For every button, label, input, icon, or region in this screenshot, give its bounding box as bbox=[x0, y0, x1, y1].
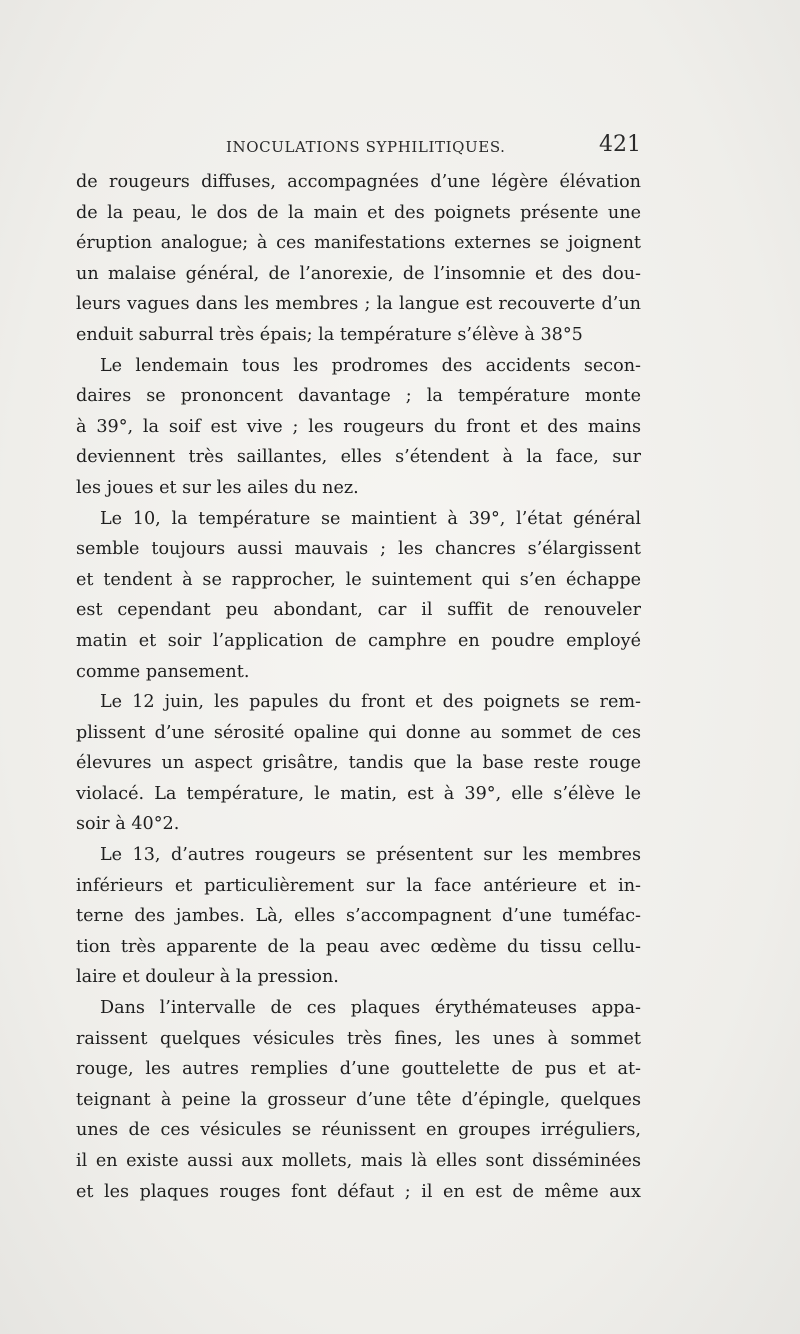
text-line: leurs vagues dans les membres ; la langue est recouverte d’un bbox=[76, 294, 641, 315]
text-line: comme pansement. bbox=[76, 661, 250, 682]
page-header bbox=[76, 132, 641, 158]
paragraph-start-line: Dans l’intervalle de ces plaques érythémateuses appa- bbox=[100, 998, 641, 1019]
paragraph-start-line: Le 12 juin, les papules du front et des poignets se rem- bbox=[100, 692, 641, 713]
text-line: semble toujours aussi mauvais ; les chancres s’élargissent bbox=[76, 539, 641, 560]
paragraph-start-line: Le 13, d’autres rougeurs se présentent sur les membres bbox=[100, 845, 641, 866]
text-line: inférieurs et particulièrement sur la face antérieure et in- bbox=[76, 875, 641, 896]
text-line: laire et douleur à la pression. bbox=[76, 967, 339, 988]
paragraph-start-line: Le 10, la température se maintient à 39°, l’état général bbox=[100, 508, 641, 529]
text-line: raissent quelques vésicules très fines, les unes à sommet bbox=[76, 1028, 641, 1049]
text-line: est cependant peu abondant, car il suffit de renouveler bbox=[76, 600, 641, 621]
text-line: rouge, les autres remplies d’une gouttelette de pus et at- bbox=[76, 1059, 641, 1080]
running-title: INOCULATIONS SYPHILITIQUES. bbox=[226, 138, 506, 156]
page-number: 421 bbox=[599, 132, 641, 157]
text-line: teignant à peine la grosseur d’une tête d’épingle, quelques bbox=[76, 1089, 641, 1110]
text-line: il en existe aussi aux mollets, mais là elles sont disséminées bbox=[76, 1151, 641, 1171]
text-line: à 39°, la soif est vive ; les rougeurs du front et des mains bbox=[76, 416, 641, 437]
text-line: tion très apparente de la peau avec œdème du tissu cellu- bbox=[76, 936, 641, 957]
text-line: de la peau, le dos de la main et des poignets présente une bbox=[76, 202, 641, 223]
text-line: éruption analogue; à ces manifestations externes se joignent bbox=[76, 233, 641, 254]
text-line: violacé. La température, le matin, est à 39°, elle s’élève le bbox=[76, 783, 641, 804]
text-line: plissent d’une sérosité opaline qui donne au sommet de ces bbox=[76, 722, 641, 743]
text-line: et tendent à se rapprocher, le suintement qui s’en échappe bbox=[76, 569, 641, 590]
text-line: terne des jambes. Là, elles s’accompagnent d’une tuméfac- bbox=[76, 906, 641, 927]
text-line: soir à 40°2. bbox=[76, 814, 180, 835]
text-line: de rougeurs diffuses, accompagnées d’une légère élévation bbox=[76, 172, 641, 192]
text-line: les joues et sur les ailes du nez. bbox=[76, 477, 359, 498]
text-line: daires se prononcent davantage ; la température monte bbox=[76, 386, 641, 407]
text-line: matin et soir l’application de camphre en poudre employé bbox=[76, 630, 641, 651]
text-line: élevures un aspect grisâtre, tandis que la base reste rouge bbox=[76, 753, 641, 774]
paragraph-start-line: Le lendemain tous les prodromes des accidents secon- bbox=[100, 355, 641, 376]
text-line: et les plaques rouges font défaut ; il en est de même aux bbox=[76, 1181, 641, 1202]
text-line: enduit saburral très épais; la température s’élève à 38°5 bbox=[76, 324, 583, 345]
text-line: deviennent très saillantes, elles s’étendent à la face, sur bbox=[76, 447, 641, 468]
text-line: un malaise général, de l’anorexie, de l’insomnie et des dou- bbox=[76, 263, 641, 284]
body-text bbox=[76, 167, 641, 1207]
text-line: unes de ces vésicules se réunissent en groupes irréguliers, bbox=[76, 1120, 641, 1141]
